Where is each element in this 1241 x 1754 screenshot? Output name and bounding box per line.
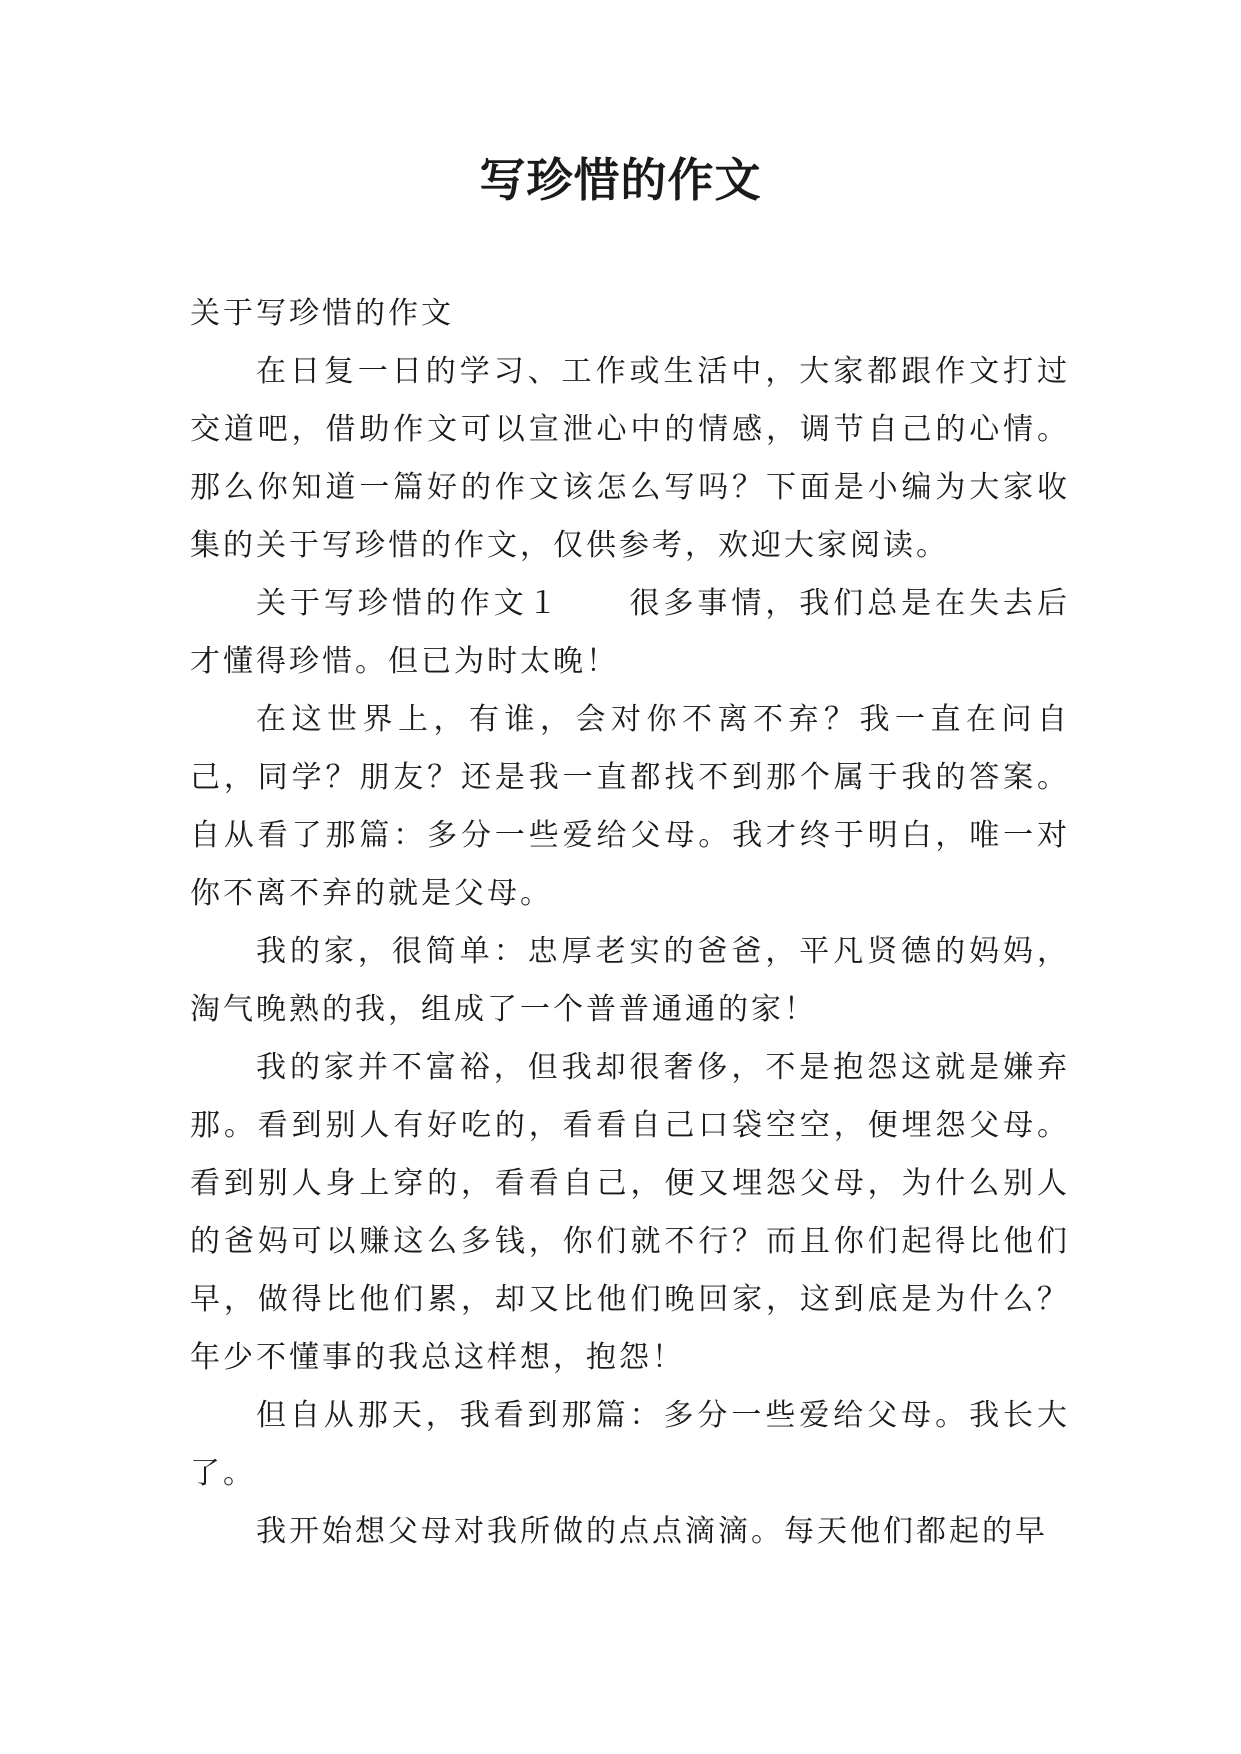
page-title: 写珍惜的作文 — [479, 153, 762, 207]
paragraph-family: 我的家，很简单：忠厚老实的爸爸，平凡贤德的妈妈，淘气晚熟的我，组成了一个普普通通的家！ — [190, 934, 1070, 1027]
document-body — [190, 285, 1070, 1561]
paragraph-complaints: 我的家并不富裕，但我却很奢侈，不是抱怨这就是嫌弃那。看到别人有好吃的，看看自己口袋空空，便埋怨父母。看到别人身上穿的，看看自己，便又埋怨父母，为什么别人的爸妈可以赚这么多钱，你们就不行？而且你们起得比他们早，做得比他们累，却又比他们晚回家，这到底是为什么？年少不懂事的我总这样想，抱怨！ — [190, 1050, 1070, 1375]
paragraph-intro: 在日复一日的学习、工作或生活中，大家都跟作文打过交道吧，借助作文可以宣泄心中的情感，调节自己的心情。那么你知道一篇好的作文该怎么写吗？下面是小编为大家收集的关于写珍惜的作文，仅供参考，欢迎大家阅读。 — [190, 354, 1070, 563]
paragraph-memories: 我开始想父母对我所做的点点滴滴。每天他们都起的早 — [256, 1514, 1048, 1549]
document-subtitle: 关于写珍惜的作文 — [190, 296, 454, 331]
paragraph-world: 在这世界上，有谁，会对你不离不弃？我一直在问自己，同学？朋友？还是我一直都找不到那个属于我的答案。自从看了那篇：多分一些爱给父母。我才终于明白，唯一对你不离不弃的就是父母。 — [190, 702, 1070, 911]
paragraph-essay-1-opening: 关于写珍惜的作文１ 很多事情，我们总是在失去后才懂得珍惜。但已为时太晚！ — [190, 586, 1070, 679]
paragraph-grew-up: 但自从那天，我看到那篇：多分一些爱给父母。我长大了。 — [190, 1398, 1070, 1491]
